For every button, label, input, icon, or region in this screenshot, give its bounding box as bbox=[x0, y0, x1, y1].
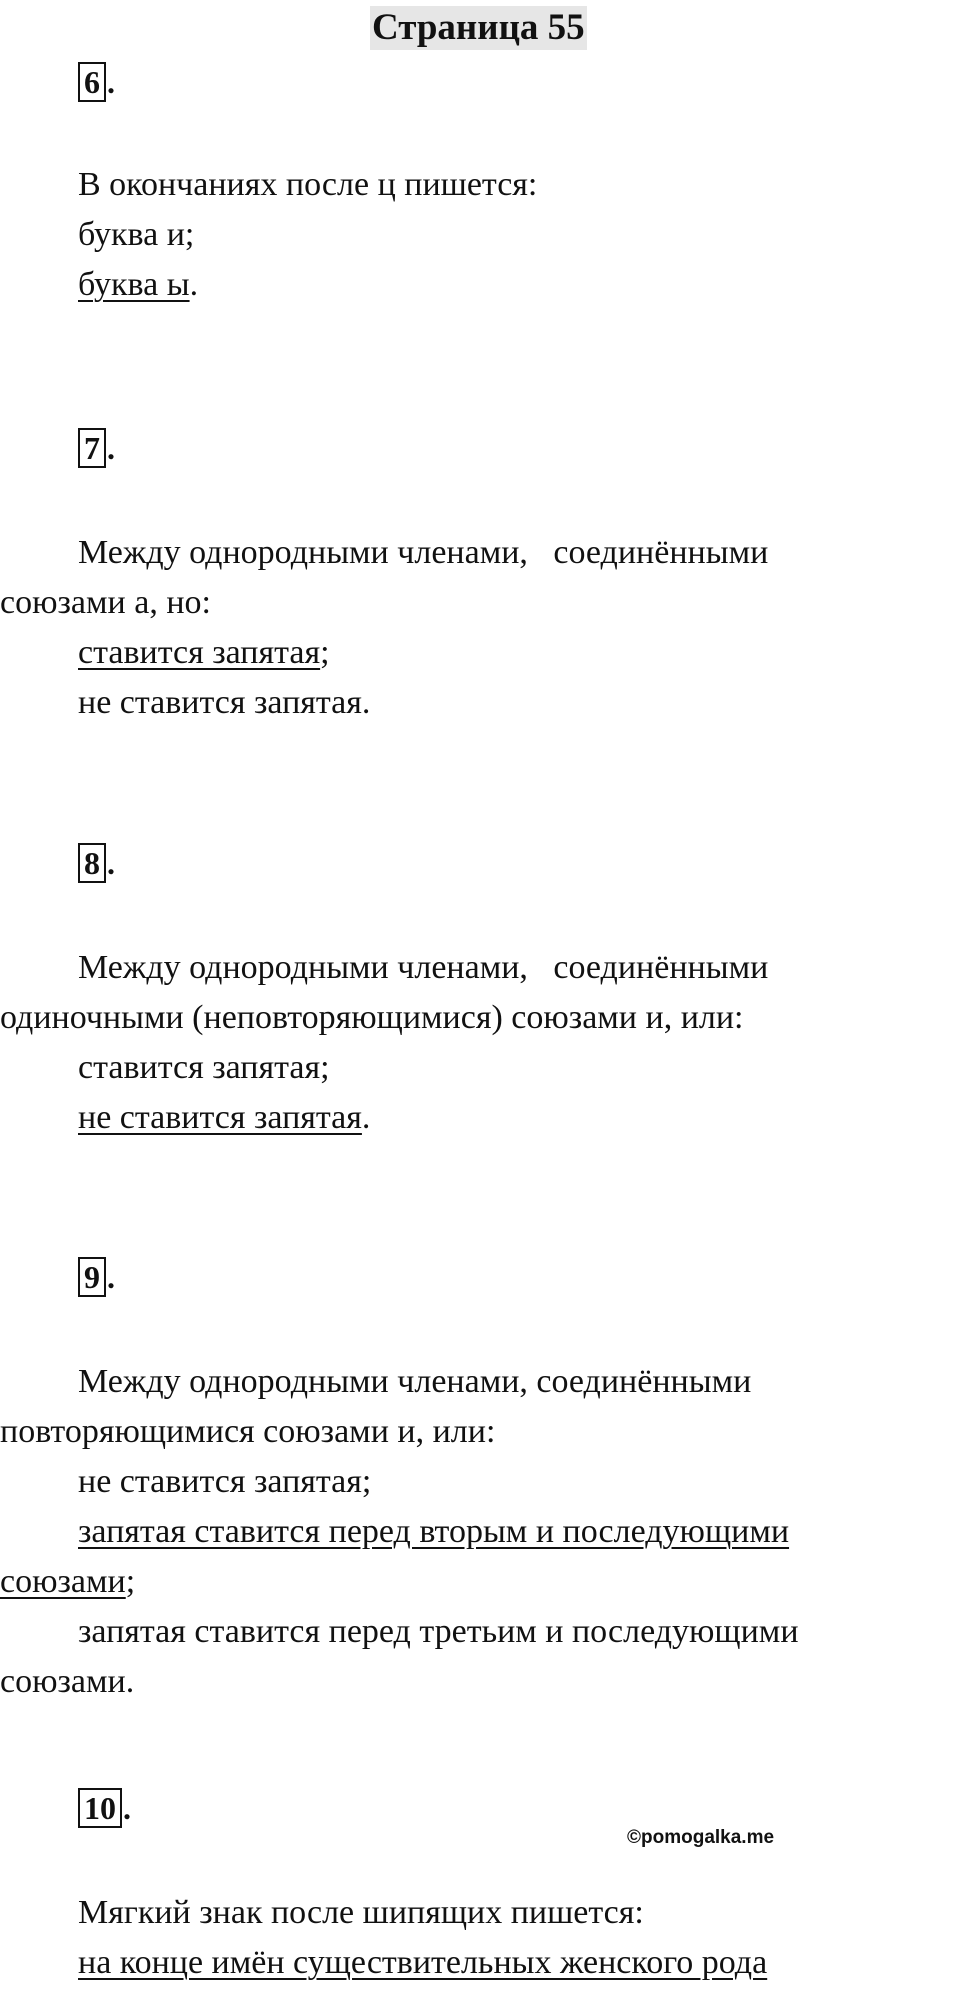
task-number-6 bbox=[78, 62, 115, 102]
answer-option: запятая ставится перед третьим и последующими bbox=[78, 1613, 799, 1650]
answer-option: ставится запятая; bbox=[78, 1049, 330, 1086]
page-title: Страница 55 bbox=[372, 7, 585, 48]
question-line: Между однородными членами, соединёнными bbox=[78, 534, 769, 571]
answer-option-selected bbox=[0, 1938, 960, 1988]
task-number-box: 10 bbox=[78, 1788, 122, 1828]
task-number-box: 8 bbox=[78, 843, 106, 883]
answer-option-selected bbox=[0, 260, 960, 310]
task-7-text bbox=[0, 528, 960, 728]
punctuation: . bbox=[189, 266, 199, 303]
answer-option: не ставится запятая. bbox=[78, 684, 371, 721]
answer-option-selected bbox=[0, 1093, 960, 1143]
task-number-9 bbox=[78, 1257, 115, 1297]
task-number-dot: . bbox=[107, 430, 115, 466]
question-line: Между однородными членами, соединёнными bbox=[78, 1363, 752, 1400]
answer-option-cont: союзами. bbox=[0, 1663, 135, 1700]
punctuation: . bbox=[361, 1099, 371, 1136]
task-number-dot: . bbox=[107, 64, 115, 100]
punctuation: ; bbox=[125, 1563, 136, 1600]
answer-option: буква и; bbox=[78, 216, 195, 253]
question-line: одиночными (неповторяющимися) союзами и, или: bbox=[0, 999, 744, 1036]
task-number-dot: . bbox=[107, 845, 115, 881]
task-number-dot: . bbox=[123, 1790, 131, 1826]
task-number-box: 9 bbox=[78, 1257, 106, 1297]
task-9-text bbox=[0, 1357, 960, 1707]
answer-option-selected-cont bbox=[0, 1557, 960, 1607]
underlined-answer: союзами bbox=[0, 1563, 126, 1600]
task-number-dot: . bbox=[107, 1259, 115, 1295]
task-number-7 bbox=[78, 428, 115, 468]
task-number-box: 7 bbox=[78, 428, 106, 468]
task-10-text bbox=[0, 1888, 960, 1988]
underlined-answer: буква ы bbox=[78, 266, 190, 303]
task-number-8 bbox=[78, 843, 115, 883]
underlined-answer: запятая ставится перед вторым и последующими bbox=[78, 1513, 790, 1550]
task-8-text bbox=[0, 943, 960, 1143]
underlined-answer: не ставится запятая bbox=[78, 1099, 362, 1136]
answer-option: не ставится запятая; bbox=[78, 1463, 372, 1500]
question-line: повторяющимися союзами и, или: bbox=[0, 1413, 496, 1450]
question-line: В окончаниях после ц пишется: bbox=[78, 166, 538, 203]
task-number-10 bbox=[78, 1788, 131, 1828]
question-line: союзами а, но: bbox=[0, 584, 211, 621]
underlined-answer: на конце имён существительных женского рода bbox=[78, 1944, 768, 1981]
answer-option-selected bbox=[0, 628, 960, 678]
question-line: Между однородными членами, соединёнными bbox=[78, 949, 769, 986]
task-6-text bbox=[0, 160, 960, 310]
underlined-answer: ставится запятая bbox=[78, 634, 321, 671]
task-number-box: 6 bbox=[78, 62, 106, 102]
question-line: Мягкий знак после шипящих пишется: bbox=[78, 1894, 644, 1931]
punctuation: ; bbox=[320, 634, 330, 671]
watermark: ©pomogalka.me bbox=[627, 1827, 775, 1848]
answer-option-selected bbox=[0, 1507, 960, 1557]
